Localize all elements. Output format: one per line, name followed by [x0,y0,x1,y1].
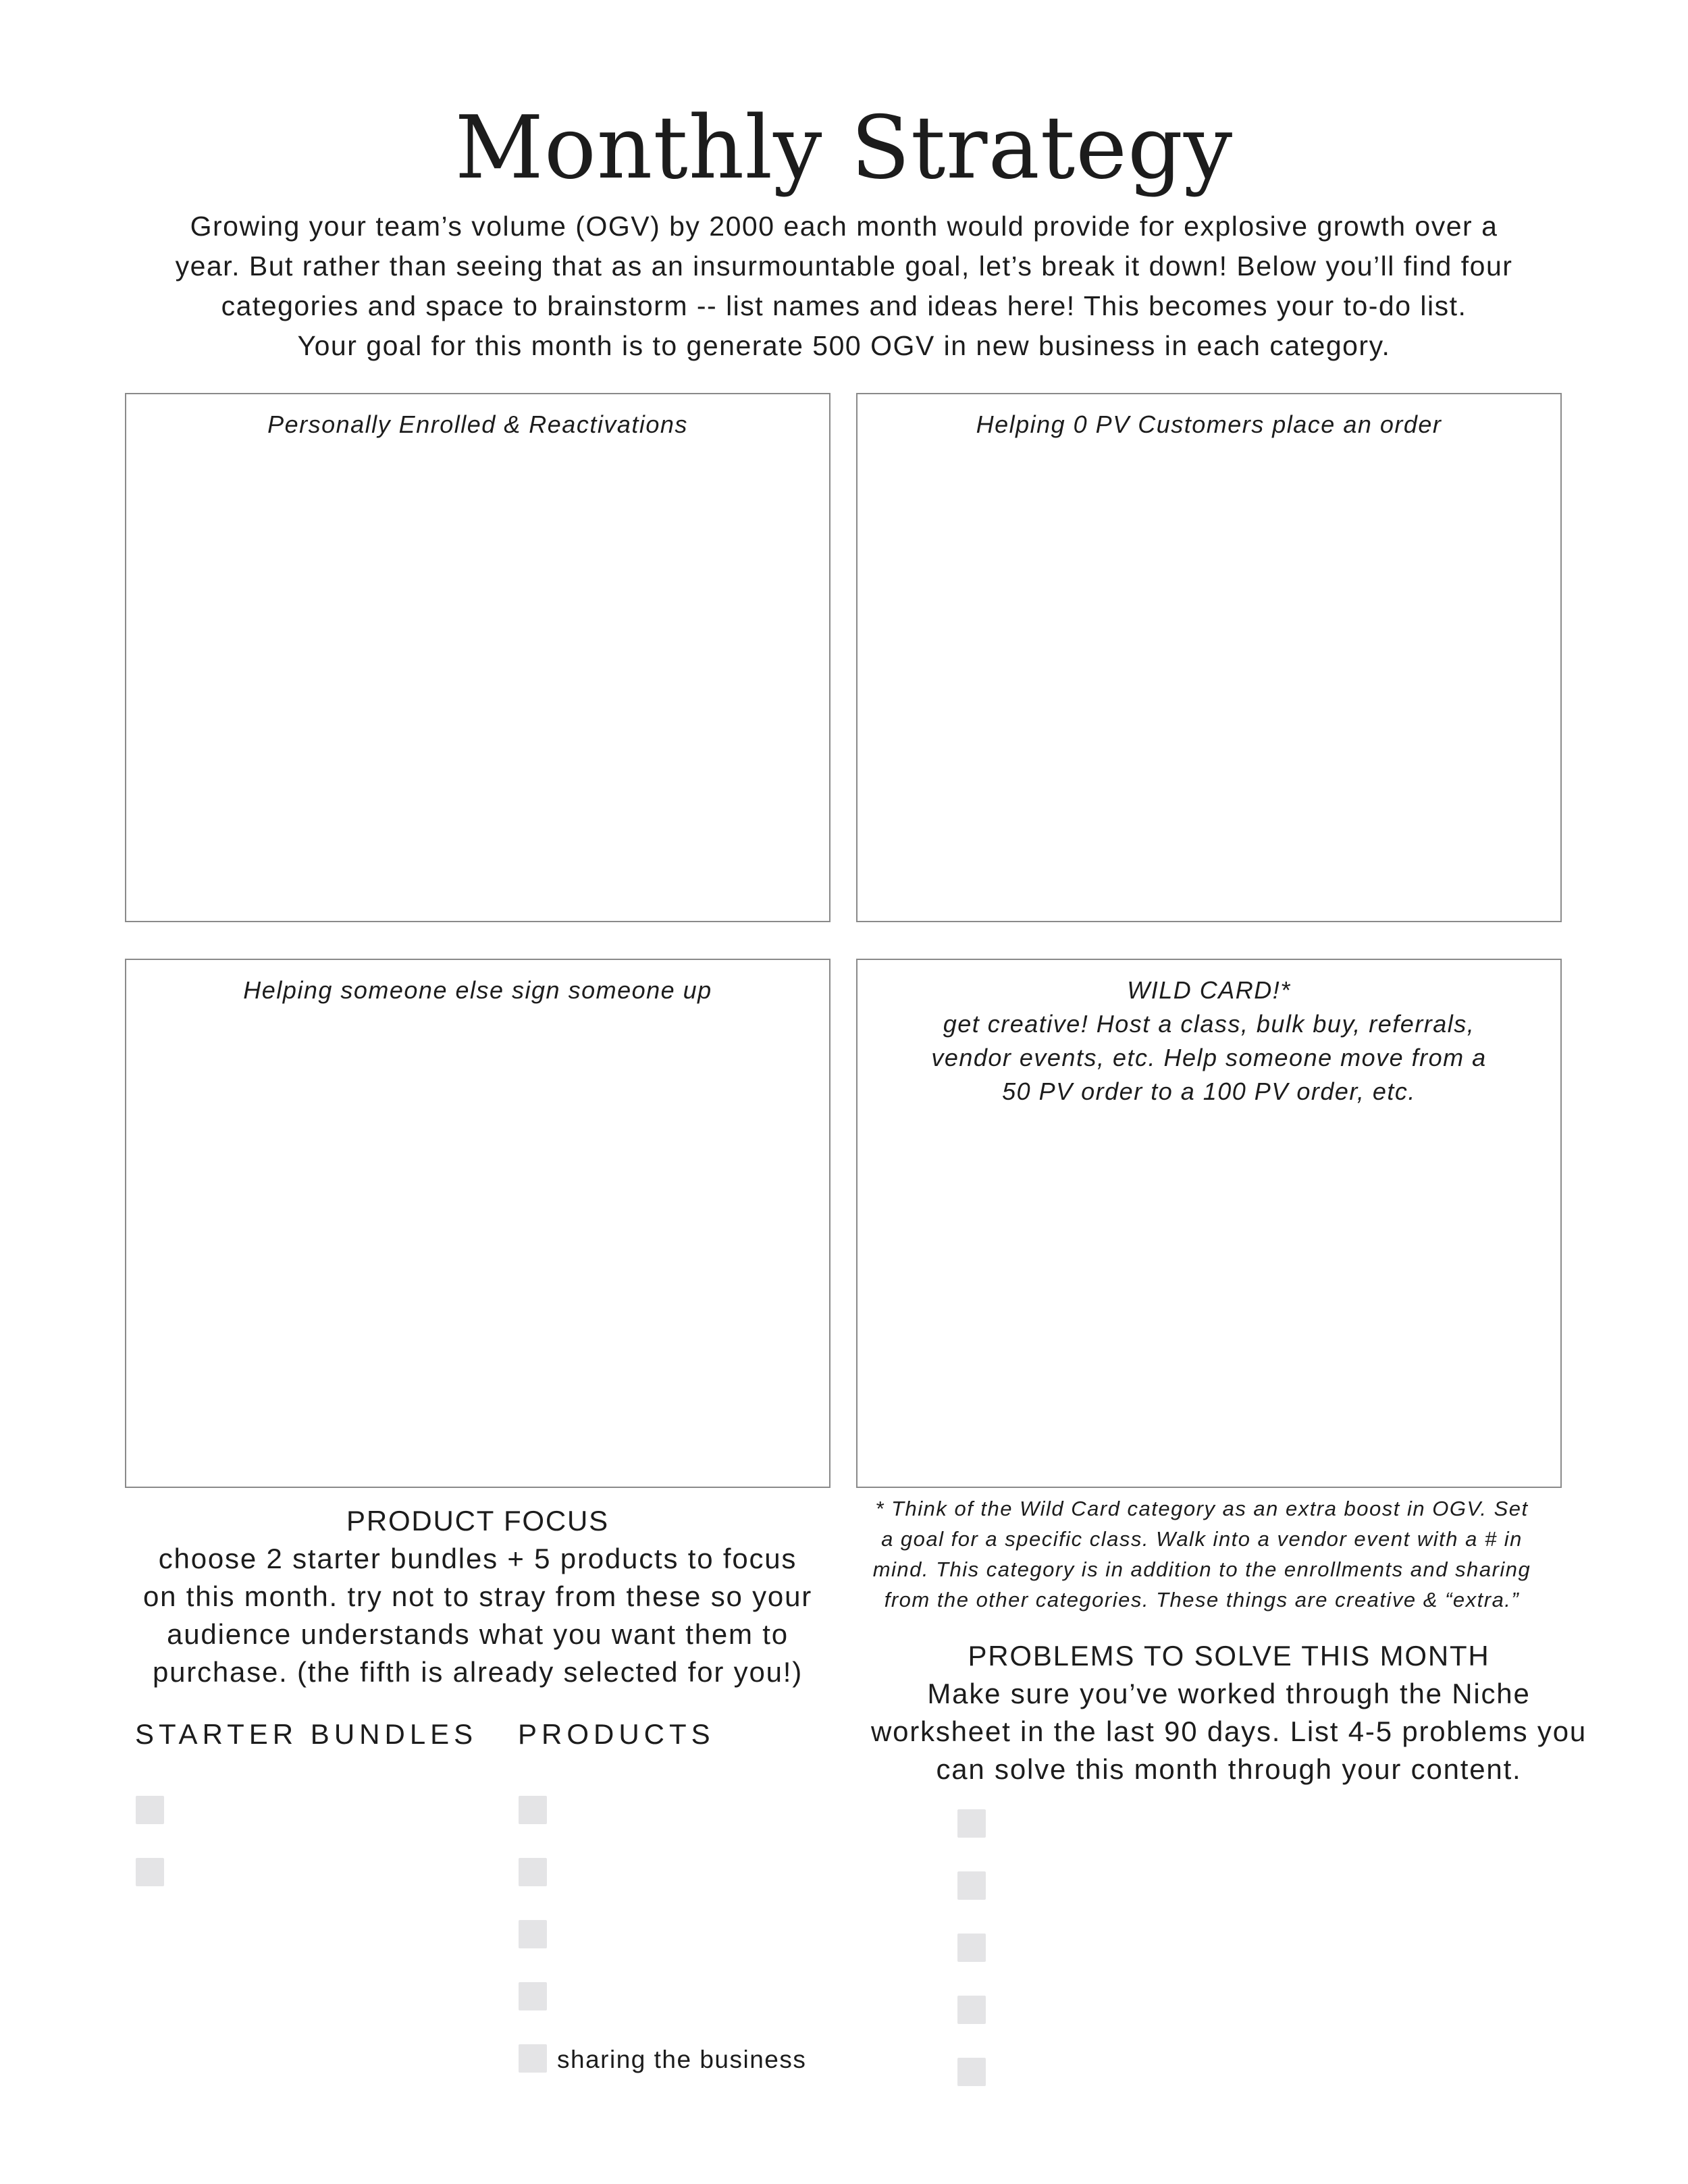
starter-bundle-checkbox[interactable] [136,1858,164,1886]
problem-checkbox[interactable] [957,1809,986,1838]
wild-card-line: vendor events, etc. Help someone move from a [931,1044,1487,1071]
product-focus-line: on this month. try not to stray from these so your [142,1580,813,1612]
intro-line: categories and space to brainstorm -- list names and ideas here! This becomes your to-do list. [221,290,1467,321]
box-label: WILD CARD!* [1127,976,1291,1004]
zero-pv-customers-box[interactable] [856,393,1562,922]
problem-checkbox[interactable] [957,1871,986,1900]
problems-line: worksheet in the last 90 days. List 4-5 problems you [870,1715,1587,1747]
box-label: Personally Enrolled & Reactivations [267,410,688,438]
intro-line: Your goal for this month is to generate 500 OGV in new business in each category. [297,330,1391,361]
wild-card-line: 50 PV order to a 100 PV order, etc. [1002,1077,1416,1105]
note-line: mind. This category is in addition to the enrollments and sharing [872,1557,1531,1581]
box-label: Helping someone else sign someone up [243,976,712,1004]
problems-section [830,1637,1627,1788]
product-focus-line: choose 2 starter bundles + 5 products to focus [158,1543,797,1574]
product-checkbox[interactable] [519,2044,547,2073]
intro-text [101,207,1587,366]
box-label: Helping 0 PV Customers place an order [976,410,1442,438]
note-line: a goal for a specific class. Walk into a vendor event with a # in [881,1527,1523,1551]
starter-bundles-heading: STARTER BUNDLES [135,1718,478,1750]
products-heading: PRODUCTS [518,1718,715,1750]
product-checkbox-label: sharing the business [557,2046,807,2073]
intro-line: Growing your team’s volume (OGV) by 2000 each month would provide for explosive growth over a [190,211,1498,242]
helping-someone-sign-up-box[interactable] [125,959,830,1488]
wild-card-description [858,1007,1560,1109]
wild-card-line: get creative! Host a class, bulk buy, referrals, [943,1010,1475,1038]
personally-enrolled-box[interactable] [125,393,830,922]
problem-checkbox[interactable] [957,1996,986,2024]
product-focus-line: purchase. (the fifth is already selected for you!) [152,1656,803,1688]
problems-line: Make sure you’ve worked through the Niche [927,1678,1531,1709]
product-checkbox[interactable] [519,1796,547,1824]
intro-line: year. But rather than seeing that as an insurmountable goal, let’s break it down! Below you’ll find four [175,250,1513,282]
product-checkbox[interactable] [519,1982,547,2010]
starter-bundle-checkbox[interactable] [136,1796,164,1824]
page-title: Monthly Strategy [454,98,1234,198]
product-focus-section [108,1502,847,1691]
wild-card-box[interactable] [856,959,1562,1488]
problems-line: can solve this month through your content. [936,1753,1522,1785]
wild-card-note [830,1493,1573,1615]
problems-heading: PROBLEMS TO SOLVE THIS MONTH [968,1640,1490,1672]
note-line: from the other categories. These things are creative & “extra.” [884,1588,1520,1612]
product-focus-line: audience understands what you want them to [167,1618,789,1650]
product-checkbox[interactable] [519,1920,547,1948]
problem-checkbox[interactable] [957,2058,986,2086]
problem-checkbox[interactable] [957,1934,986,1962]
product-checkbox[interactable] [519,1858,547,1886]
product-focus-heading: PRODUCT FOCUS [346,1505,609,1537]
note-line: * Think of the Wild Card category as an extra boost in OGV. Set [875,1497,1529,1520]
